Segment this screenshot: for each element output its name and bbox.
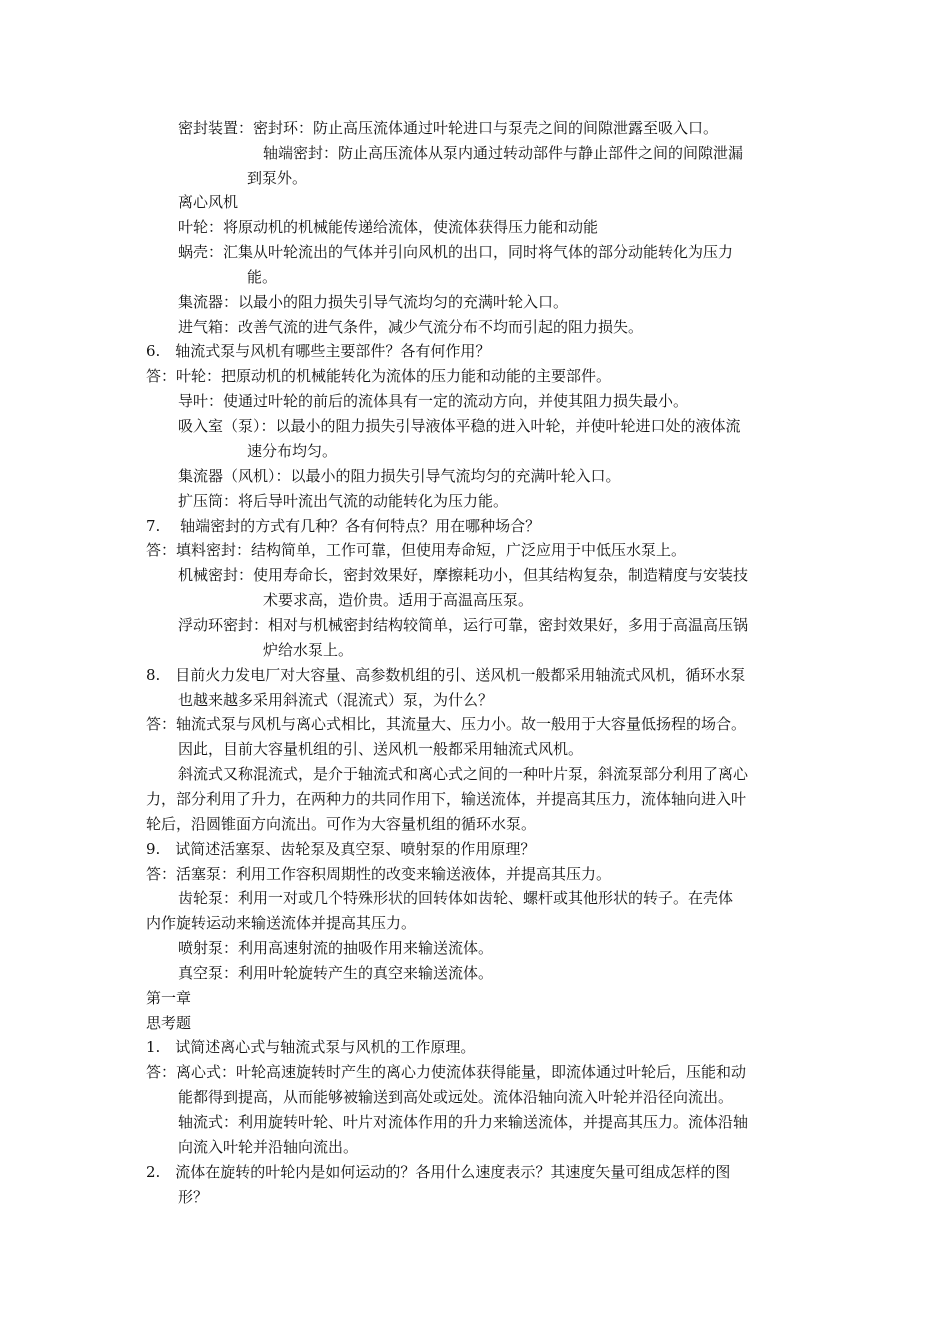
text-line: 斜流式又称混流式，是介于轴流式和离心式之间的一种叶片泵，斜流泵部分利用了离心 xyxy=(178,765,749,783)
question-heading: 1. 试简述离心式与轴流式泵与风机的工作原理。 xyxy=(146,1038,476,1056)
text-line: 向流入叶轮并沿轴向流出。 xyxy=(178,1138,359,1156)
text-line: 齿轮泵：利用一对或几个特殊形状的回转体如齿轮、螺杆或其他形状的转子。在壳体 xyxy=(178,889,734,907)
text-line: 轴端密封：防止高压流体从泵内通过转动部件与静止部件之间的间隙泄漏 xyxy=(263,144,744,162)
text-line: 炉给水泵上。 xyxy=(263,641,354,659)
text-line: 喷射泵：利用高速射流的抽吸作用来输送流体。 xyxy=(178,939,494,957)
text-line: 蜗壳：汇集从叶轮流出的气体并引向风机的出口，同时将气体的部分动能转化为压力 xyxy=(178,243,734,261)
text-line: 导叶：使通过叶轮的前后的流体具有一定的流动方向，并使其阻力损失最小。 xyxy=(178,392,689,410)
text-line: 速分布均匀。 xyxy=(247,442,338,460)
text-line: 机械密封：使用寿命长，密封效果好，摩擦耗功小，但其结构复杂，制造精度与安装技 xyxy=(178,566,749,584)
text-line: 轮后，沿圆锥面方向流出。可作为大容量机组的循环水泵。 xyxy=(146,815,537,833)
answer-line: 答：活塞泵：利用工作容积周期性的改变来输送液体，并提高其压力。 xyxy=(146,865,612,883)
answer-line: 答：轴流式泵与风机与离心式相比，其流量大、压力小。故一般用于大容量低扬程的场合。 xyxy=(146,715,747,733)
text-line: 也越来越多采用斜流式（混流式）泵，为什么？ xyxy=(178,691,494,709)
text-line: 轴流式：利用旋转叶轮、叶片对流体作用的升力来输送流体，并提高其压力。流体沿轴 xyxy=(178,1113,749,1131)
text-line: 吸入室（泵）：以最小的阻力损失引导液体平稳的进入叶轮，并使叶轮进口处的液体流 xyxy=(178,417,741,435)
text-line: 形？ xyxy=(178,1188,209,1206)
text-line: 集流器（风机）：以最小的阻力损失引导气流均匀的充满叶轮入口。 xyxy=(178,467,621,485)
answer-line: 答：填料密封：结构简单，工作可靠，但使用寿命短，广泛应用于中低压水泵上。 xyxy=(146,541,687,559)
text-line: 集流器：以最小的阻力损失引导气流均匀的充满叶轮入口。 xyxy=(178,293,569,311)
text-line: 扩压筒：将后导叶流出气流的动能转化为压力能。 xyxy=(178,492,509,510)
question-heading: 8. 目前火力发电厂对大容量、高参数机组的引、送风机一般都采用轴流式风机，循环水泵 xyxy=(146,666,746,684)
text-line: 进气箱：改善气流的进气条件，减少气流分布不均而引起的阻力损失。 xyxy=(178,318,644,336)
section-heading: 思考题 xyxy=(146,1014,192,1032)
text-line: 内作旋转运动来输送流体并提高其压力。 xyxy=(146,914,417,932)
text-line: 力，部分利用了升力，在两种力的共同作用下，输送流体，并提高其压力，流体轴向进入叶 xyxy=(146,790,747,808)
text-line: 浮动环密封：相对与机械密封结构较简单，运行可靠，密封效果好，多用于高温高压锅 xyxy=(178,616,749,634)
text-line: 能都得到提高，从而能够被输送到高处或远处。流体沿轴向流入叶轮并沿径向流出。 xyxy=(178,1088,734,1106)
text-line: 因此，目前大容量机组的引、送风机一般都采用轴流式风机。 xyxy=(178,740,584,758)
answer-line: 答：离心式：叶轮高速旋转时产生的离心力使流体获得能量，即流体通过叶轮后，压能和动 xyxy=(146,1063,747,1081)
text-line: 离心风机 xyxy=(178,193,239,211)
question-heading: 2. 流体在旋转的叶轮内是如何运动的？各用什么速度表示？其速度矢量可组成怎样的图 xyxy=(146,1163,731,1181)
chapter-heading: 第一章 xyxy=(146,989,192,1007)
text-line: 能。 xyxy=(247,268,278,286)
question-heading: 7. 轴端密封的方式有几种？各有何特点？用在哪种场合？ xyxy=(146,517,541,535)
answer-line: 答：叶轮：把原动机的机械能转化为流体的压力能和动能的主要部件。 xyxy=(146,367,612,385)
text-line: 叶轮：将原动机的机械能传递给流体，使流体获得压力能和动能 xyxy=(178,218,599,236)
text-line: 密封装置：密封环：防止高压流体通过叶轮进口与泵壳之间的间隙泄露至吸入口。 xyxy=(178,119,719,137)
question-heading: 6. 轴流式泵与风机有哪些主要部件？各有何作用？ xyxy=(146,342,491,360)
question-heading: 9. 试简述活塞泵、齿轮泵及真空泵、喷射泵的作用原理？ xyxy=(146,840,536,858)
text-line: 到泵外。 xyxy=(247,169,308,187)
text-line: 真空泵：利用叶轮旋转产生的真空来输送流体。 xyxy=(178,964,494,982)
text-line: 术要求高，造价贵。适用于高温高压泵。 xyxy=(263,591,534,609)
